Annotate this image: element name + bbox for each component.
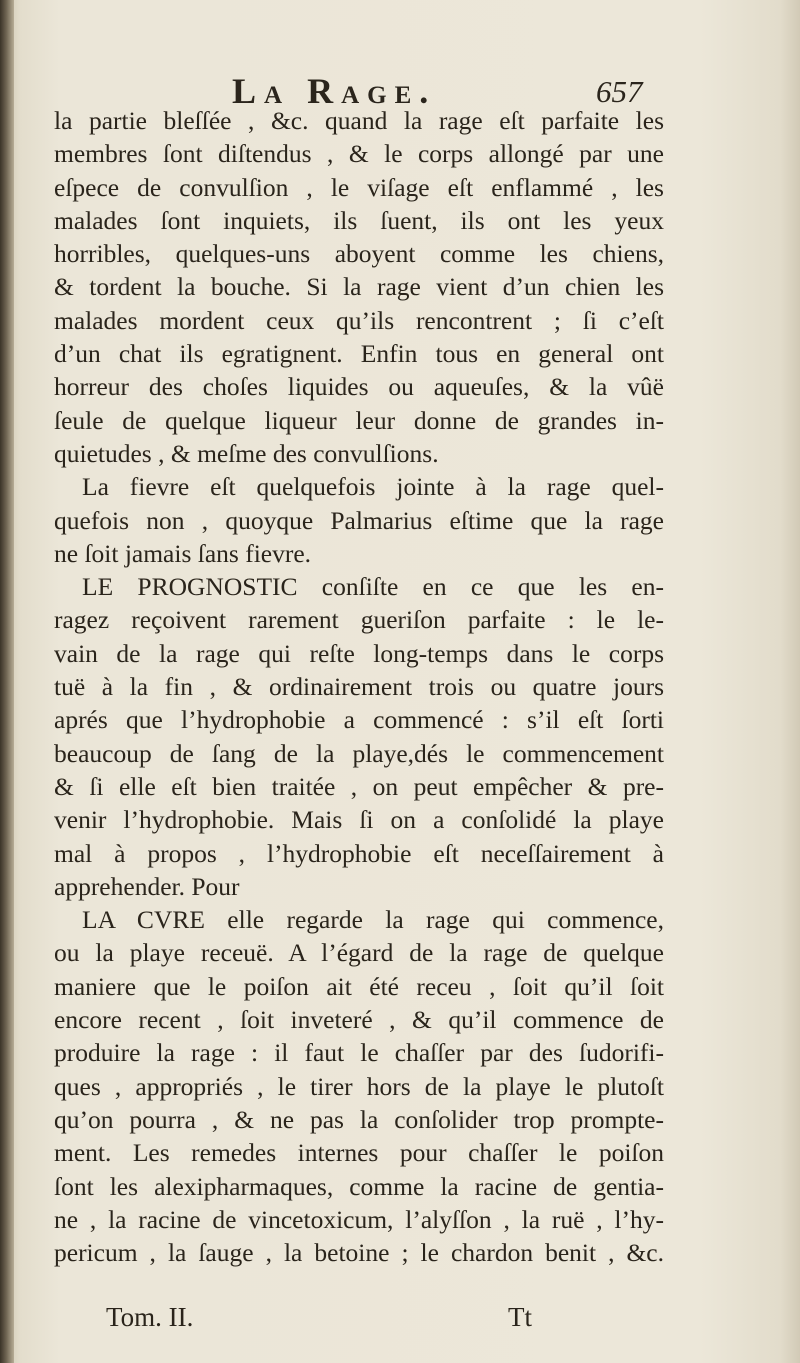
text-line: LA CVRE elle regarde la rage qui commence, <box>82 905 664 935</box>
text-line: LE PROGNOSTIC conſiſte en ce que les en- <box>82 572 664 602</box>
text-line: ques , appropriés , le tirer hors de la playe le plutoſt <box>54 1071 664 1101</box>
text-line: eſpece de convulſion , le viſage eſt enflammé , les <box>54 172 664 202</box>
text-line: La fievre eſt quelquefois jointe à la rage quel- <box>82 472 664 502</box>
text-line: ment. Les remedes internes pour chaſſer le poiſon <box>54 1138 664 1168</box>
text-line: d’un chat ils egratignent. Enfin tous en general ont <box>54 339 664 369</box>
gathering-signature: Tt <box>508 1302 532 1332</box>
text-line: ſont les alexipharmaques, comme la racine de gentia- <box>54 1171 664 1201</box>
text-line: la partie bleſſée , &c. quand la rage eſt parfaite les <box>54 106 664 135</box>
text-line: ragez reçoivent rarement gueriſon parfaite : le le- <box>54 605 664 635</box>
text-line: quietudes , & meſme des convulſions. <box>54 438 439 468</box>
text-line: vain de la rage qui reſte long-temps dans le corps <box>54 638 664 668</box>
text-line: ne , la racine de vincetoxicum, l’alyſſon , la ruë , l’hy- <box>54 1204 664 1234</box>
text-line: mal à propos , l’hydrophobie eſt neceſſairement à <box>54 838 664 868</box>
text-line: malades mordent ceux qu’ils rencontrent ; ſi c’eſt <box>54 305 664 335</box>
binding-shadow <box>0 0 14 1363</box>
text-line: horribles, quelques-uns aboyent comme les chiens, <box>54 239 664 269</box>
text-line: malades ſont inquiets, ils ſuent, ils ont les yeux <box>54 205 664 235</box>
text-line: qu’on pourra , & ne pas la conſolider trop prompte- <box>54 1104 664 1134</box>
volume-signature: Tom. II. <box>106 1302 194 1332</box>
running-title: La Rage. <box>232 71 437 111</box>
text-line: horreur des choſes liquides ou aqueuſes, & la vûë <box>54 372 664 402</box>
text-line: ſeule de quelque liqueur leur donne de grandes in- <box>54 405 664 435</box>
text-line: pericum , la ſauge , la betoine ; le chardon benit , &c. <box>54 1238 664 1268</box>
text-line: ou la playe receuë. A l’égard de la rage de quelque <box>54 938 664 968</box>
text-line: ne ſoit jamais ſans fievre. <box>54 538 312 568</box>
text-line: aprés que l’hydrophobie a commencé : s’il eſt ſorti <box>54 705 664 735</box>
page-footer <box>0 1302 800 1342</box>
text-line: membres ſont diſtendus , & le corps allongé par une <box>54 139 664 169</box>
text-line: beaucoup de ſang de la playe,dés le commencement <box>54 738 664 768</box>
text-line: quefois non , quoyque Palmarius eſtime que la rage <box>54 505 664 535</box>
text-line: & ſi elle eſt bien traitée , on peut empêcher & pre- <box>54 771 664 801</box>
text-line: venir l’hydrophobie. Mais ſi on a conſolidé la playe <box>54 805 664 835</box>
text-line: produire la rage : il faut le chaſſer par des ſudorifi- <box>54 1038 664 1068</box>
text-line: apprehender. Pour <box>54 871 240 901</box>
page-number: 657 <box>596 74 643 109</box>
text-line: tuë à la fin , & ordinairement trois ou quatre jours <box>54 672 664 702</box>
text-line: & tordent la bouche. Si la rage vient d’un chien les <box>54 272 664 302</box>
text-line: encore recent , ſoit inveteré , & qu’il commence de <box>54 1005 664 1035</box>
body-text <box>54 104 664 1269</box>
text-line: maniere que le poiſon ait été receu , ſoit qu’il ſoit <box>54 971 664 1001</box>
